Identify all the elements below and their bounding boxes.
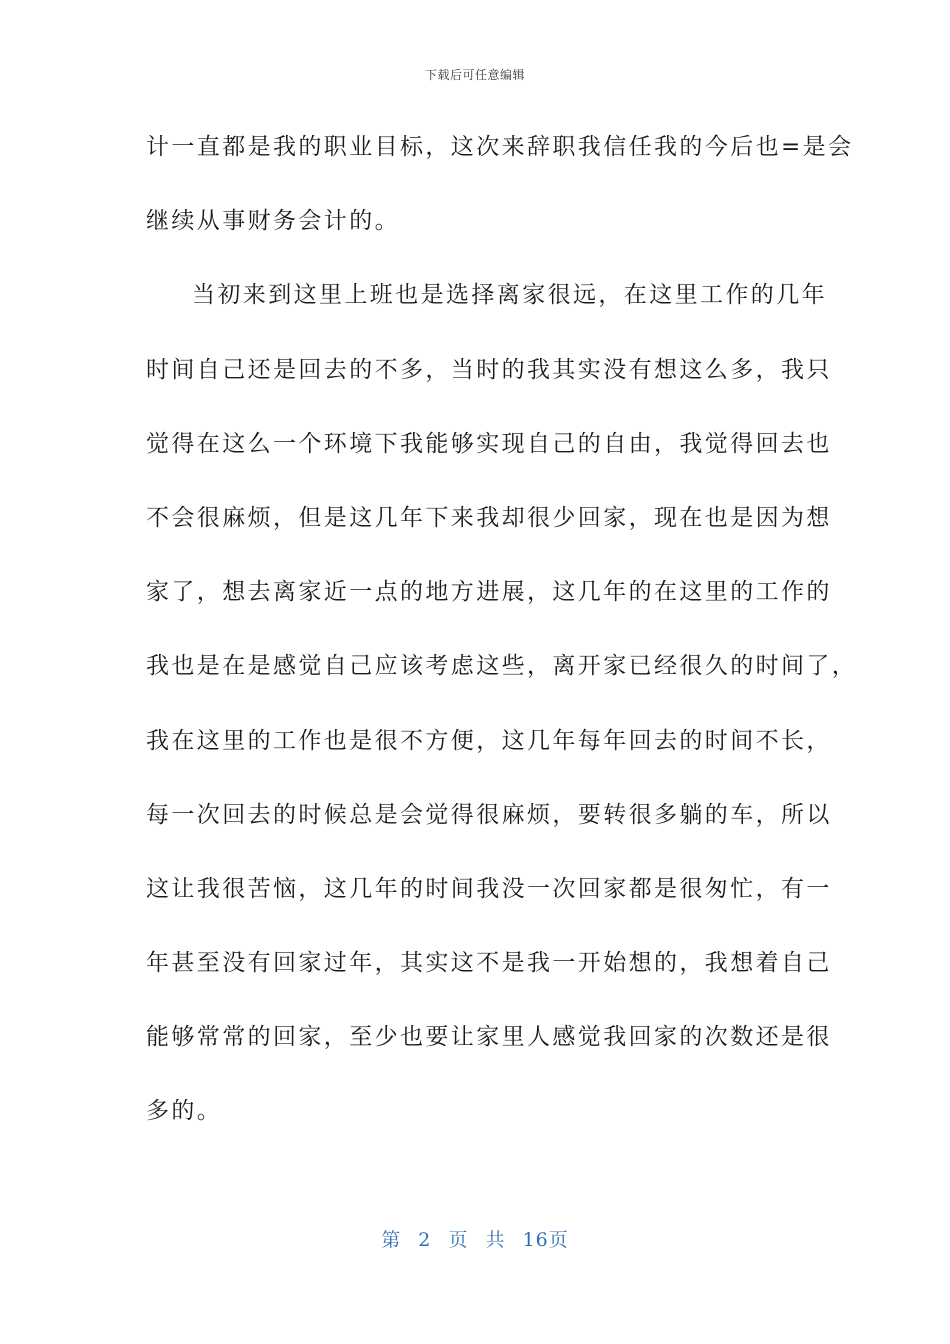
total-pages: 16页 <box>522 1229 569 1251</box>
text-line: 计一直都是我的职业目标，这次来辞职我信任我的今后也=是会 <box>146 134 854 160</box>
text-line: 我也是在是感觉自己应该考虑这些，离开家已经很久的时间了， <box>146 653 858 680</box>
text-line: 时间自己还是回去的不多，当时的我其实没有想这么多，我只 <box>146 356 832 383</box>
text-line: 不会很麻烦，但是这几年下来我却很少回家，现在也是因为想 <box>146 504 832 531</box>
text-line: 能够常常的回家，至少也要让家里人感觉我回家的次数还是很 <box>146 1024 832 1051</box>
document-body <box>146 125 858 1164</box>
footer-ye: 页 <box>448 1229 469 1251</box>
page-footer <box>0 1225 950 1252</box>
current-page-number: 2 <box>418 1229 432 1251</box>
footer-gong: 共 <box>485 1229 506 1251</box>
paragraph-first-line: 当初来到这里上班也是选择离家很远，在这里工作的几年 <box>192 282 827 309</box>
text-line: 每一次回去的时候总是会觉得很麻烦，要转很多躺的车，所以 <box>146 801 832 828</box>
page-header: 下载后可任意编辑 <box>424 68 525 82</box>
text-line: 觉得在这么一个环境下我能够实现自己的自由，我觉得回去也 <box>146 430 832 457</box>
text-line: 继续从事财务会计的。 <box>146 208 400 235</box>
text-line: 年甚至没有回家过年，其实这不是我一开始想的，我想着自己 <box>146 950 832 977</box>
text-line: 多的。 <box>146 1098 223 1125</box>
text-line: 家了，想去离家近一点的地方进展，这几年的在这里的工作的 <box>146 579 832 606</box>
footer-di: 第 <box>381 1229 402 1251</box>
text-line: 这让我很苦恼，这几年的时间我没一次回家都是很匆忙，有一 <box>146 875 832 902</box>
text-line: 我在这里的工作也是很不方便，这几年每年回去的时间不长， <box>146 727 832 754</box>
